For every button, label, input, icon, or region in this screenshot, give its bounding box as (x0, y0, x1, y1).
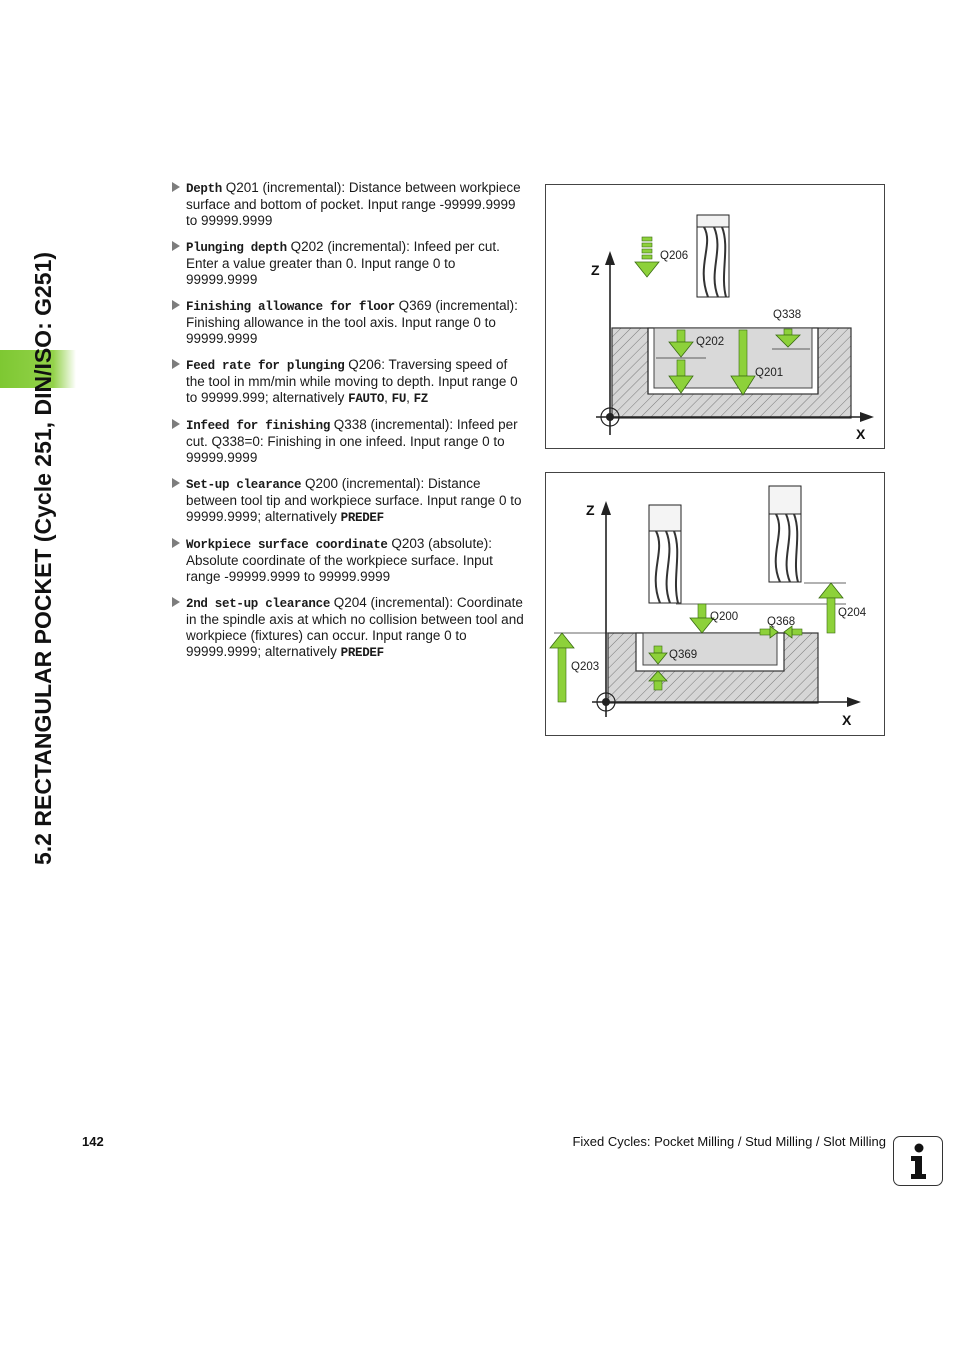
parameter-name: Infeed for finishing (186, 419, 331, 433)
parameter-item (172, 357, 524, 407)
parameter-description: Q338 (incremental): Infeed per cut. Q338=0: Finishing in one infeed. Input range 0 to 99999.9999 (186, 417, 518, 465)
parameter-name: 2nd set-up clearance (186, 597, 331, 611)
parameter-name: Plunging depth (186, 241, 287, 255)
z-axis-label: Z (591, 262, 600, 278)
figure-setup-clearance (545, 472, 885, 736)
parameter-description: Q369 (incremental): Finishing allowance in the tool axis. Input range 0 to 99999.9999 (186, 298, 518, 346)
parameter-item (172, 476, 524, 526)
parameter-item (172, 239, 524, 288)
bullet-triangle-icon (172, 359, 180, 369)
parameter-option-keyword: PREDEF (340, 511, 384, 525)
parameter-item (172, 298, 524, 347)
bullet-triangle-icon (172, 419, 180, 429)
parameter-item (172, 536, 524, 585)
label-q203: Q203 (571, 661, 600, 673)
z-axis-label: Z (586, 502, 595, 518)
parameter-option-separator: , (384, 390, 392, 405)
parameter-name: Set-up clearance (186, 478, 302, 492)
bullet-triangle-icon (172, 597, 180, 607)
label-q202: Q202 (696, 336, 725, 348)
parameter-option-separator: , (406, 390, 414, 405)
bullet-triangle-icon (172, 478, 180, 488)
parameter-option-keyword: FU (391, 392, 407, 406)
parameter-option-keyword: FZ (413, 392, 428, 406)
label-q369: Q369 (669, 649, 698, 661)
x-axis-label: X (842, 712, 852, 728)
label-q206: Q206 (660, 250, 689, 262)
info-icon (893, 1136, 943, 1186)
parameter-description: Q206: Traversing speed of the tool in mm/min while moving to depth. Input range 0 to 99999.999; alternatively (186, 357, 518, 405)
end-mill-icon (649, 505, 681, 603)
page-number: 142 (82, 1134, 104, 1149)
parameter-description: Q204 (incremental): Coordinate in the spindle axis at which no collision between tool and workpiece (fixtures) can occur. Input range 0 to 99999.9999; alternatively (186, 595, 524, 659)
parameter-item (172, 595, 524, 661)
bullet-triangle-icon (172, 538, 180, 548)
parameter-name: Depth (186, 182, 223, 196)
label-q368: Q368 (767, 616, 796, 628)
parameter-option-keyword: PREDEF (340, 646, 384, 660)
parameter-description: Q203 (absolute): Absolute coordinate of the workpiece surface. Input range -99999.9999 to 99999.9999 (186, 536, 493, 584)
parameter-description: Q202 (incremental): Infeed per cut. Enter a value greater than 0. Input range 0 to 99999.9999 (186, 239, 500, 287)
parameter-description: Q201 (incremental): Distance between workpiece surface and bottom of pocket. Input range -99999.9999 to 99999.9999 (186, 180, 521, 228)
parameter-list (172, 180, 524, 671)
label-q338: Q338 (773, 309, 802, 321)
end-mill-icon-raised (769, 486, 801, 582)
parameter-name: Finishing allowance for floor (186, 300, 395, 314)
parameter-description: Q200 (incremental): Distance between tool tip and workpiece surface. Input range 0 to 99999.9999; alternatively (186, 476, 522, 524)
parameter-option-keyword: FAUTO (348, 392, 385, 406)
parameter-name: Feed rate for plunging (186, 359, 345, 373)
bullet-triangle-icon (172, 300, 180, 310)
label-q200: Q200 (710, 611, 739, 623)
figure-pocket-depth (545, 184, 885, 449)
parameter-item (172, 417, 524, 466)
x-axis-label: X (856, 426, 866, 442)
bullet-triangle-icon (172, 182, 180, 192)
label-q204: Q204 (838, 607, 867, 619)
parameter-item (172, 180, 524, 229)
bullet-triangle-icon (172, 241, 180, 251)
feed-arrow-icon (635, 237, 659, 277)
parameter-name: Workpiece surface coordinate (186, 538, 388, 552)
label-q201: Q201 (755, 367, 784, 379)
chapter-side-title: 5.2 RECTANGULAR POCKET (Cycle 251, DIN/ISO: G251) (30, 251, 56, 865)
end-mill-icon (697, 215, 729, 297)
footer-chapter-title: Fixed Cycles: Pocket Milling / Stud Milling / Slot Milling (572, 1134, 886, 1149)
